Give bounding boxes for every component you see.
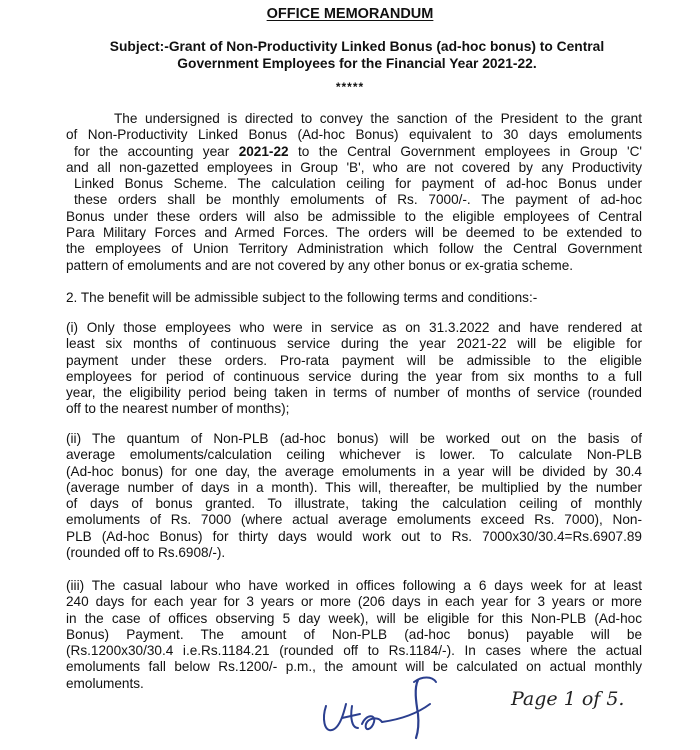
text-line: Para Military Forces and Armed Forces. The orders will be deemed to be extended to bbox=[66, 225, 642, 241]
paragraph-condition-ii bbox=[66, 431, 642, 561]
text-line: for the accounting year 2021-22 to the Central Government employees in Group 'C' bbox=[74, 143, 642, 159]
financial-year: 2021-22 bbox=[238, 143, 289, 159]
paragraph-condition-i bbox=[66, 320, 642, 418]
text-line: PLB (Ad-hoc Bonus) for thirty days would work out to Rs. 7000x30/30.4=Rs.6907.89 bbox=[66, 528, 642, 544]
text-line: of days of bonus granted. To illustrate, taking the calculation ceiling of monthly bbox=[66, 496, 642, 512]
text-line: (average number of days in a month). This will, thereafter, be multiplied by the number bbox=[66, 479, 642, 495]
handwritten-signature bbox=[318, 666, 448, 746]
text-line: Bonus) Payment. The amount of Non-PLB (ad-hoc bonus) payable will be bbox=[66, 626, 642, 642]
text-line: The undersigned is directed to convey the sanction of the President to the grant bbox=[114, 111, 642, 126]
text-line: payment under these orders. Pro-rata payment will be admissible to the eligible bbox=[66, 352, 642, 368]
text-line: the employees of Union Territory Administration which follow the Central Government bbox=[66, 241, 642, 257]
text-line: least six months of continuous service during the year 2021-22 will be eligible for bbox=[66, 336, 642, 352]
text-line: of Non-Productivity Linked Bonus (Ad-hoc Bonus) equivalent to 30 days emoluments bbox=[66, 127, 642, 143]
text-line: emoluments of Rs. 7000 (where actual average emoluments exceed Rs. 7000), Non- bbox=[66, 512, 642, 528]
text-line: (i) Only those employees who were in service as on 31.3.2022 and have rendered at bbox=[66, 320, 642, 335]
memo-subject bbox=[62, 38, 652, 72]
text-line: Bonus under these orders will also be admissible to the eligible employees of Central bbox=[66, 208, 642, 224]
text-line: (rounded off to Rs.6908/-). bbox=[66, 545, 226, 561]
text-line: (Rs.1200x30/30.4 i.e.Rs.1184.21 (rounded off to Rs.1184/-). In cases where the actual bbox=[66, 643, 642, 659]
text-line: off to the nearest number of months); bbox=[66, 401, 290, 417]
text-line: (ii) The quantum of Non-PLB (ad-hoc bonus) will be worked out on the basis of bbox=[66, 431, 642, 446]
text-line: average emoluments/calculation ceiling whichever is lower. To calculate Non-PLB bbox=[66, 447, 642, 463]
subject-line-2: Government Employees for the Financial Year 2021-22. bbox=[177, 56, 537, 71]
text-line: emoluments fall below Rs.1200/- p.m., the amount will be calculated on actual monthly bbox=[66, 659, 642, 675]
page-number: Page 1 of 5. bbox=[511, 688, 625, 710]
text-line: 240 days for each year for 3 years or more (206 days in each year for 3 years or more bbox=[66, 594, 642, 610]
text-line: in the case of offices observing 5 day week), will be eligible for this Non-PLB (Ad-hoc bbox=[66, 610, 642, 626]
text-line: Linked Bonus Scheme. The calculation ceiling for payment of ad-hoc Bonus under bbox=[74, 176, 642, 192]
subject-line-1: Subject:-Grant of Non-Productivity Linked Bonus (ad-hoc bonus) to Central bbox=[109, 39, 605, 54]
text-line: these orders shall be monthly emoluments of Rs. 7000/-. The payment of ad-hoc bbox=[74, 192, 642, 208]
text-line: pattern of emoluments and are not covered by any other bonus or ex-gratia scheme. bbox=[66, 257, 574, 273]
text-line: (Ad-hoc bonus) for one day, the average emoluments in a year will be divided by 30.4 bbox=[66, 463, 642, 479]
text-line: (iii) The casual labour who have worked in offices following a 6 days week for at least bbox=[66, 578, 642, 593]
text-line: emoluments. bbox=[66, 675, 144, 691]
paragraph-terms-intro bbox=[66, 290, 642, 306]
paragraph-sanction bbox=[66, 111, 642, 274]
text-line: employees for period of continuous service during the year from six months to a full bbox=[66, 368, 642, 384]
text-line: 2. The benefit will be admissible subject to the following terms and conditions:- bbox=[66, 290, 538, 305]
text-line: and all non-gazetted employees in Group 'B', who are not covered by any Productivity bbox=[66, 159, 642, 175]
memo-title: OFFICE MEMORANDUM bbox=[266, 6, 434, 22]
separator-stars: ***** bbox=[335, 80, 365, 94]
text-line: year, the eligibility period being taken in terms of number of months of service (rounded bbox=[66, 385, 642, 401]
